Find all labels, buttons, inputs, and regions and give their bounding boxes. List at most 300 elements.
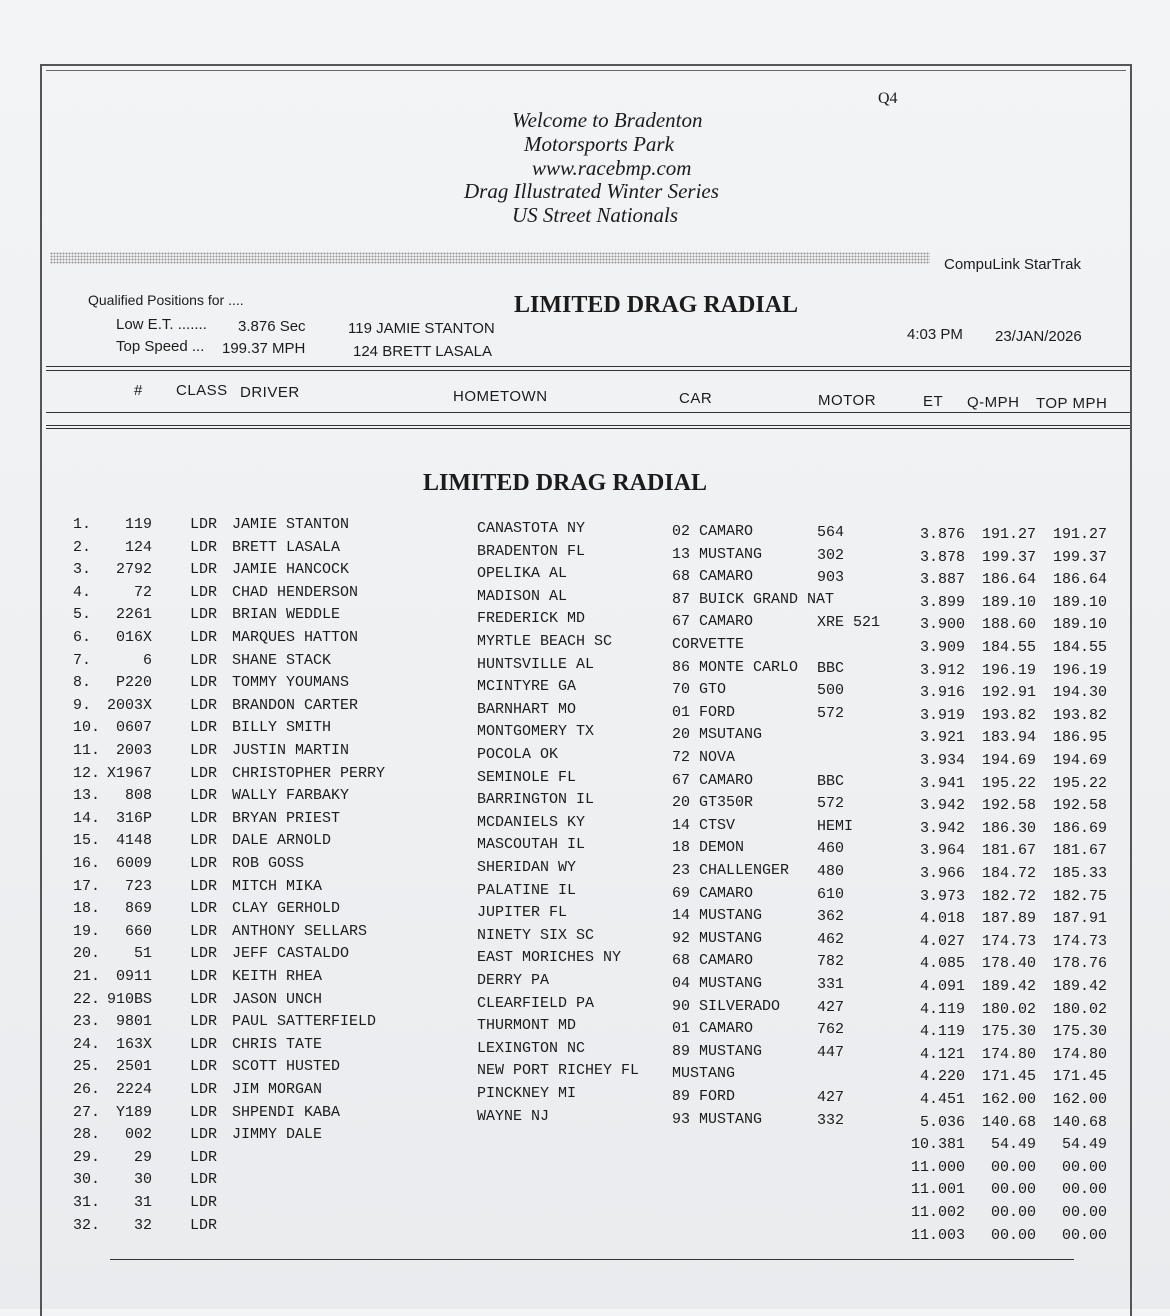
cell-position: 6.: [73, 629, 92, 646]
cell-driver: ANTHONY SELLARS: [232, 922, 368, 940]
cell-hometown: MASCOUTAH IL: [477, 836, 586, 854]
cell-car-number: 723: [124, 877, 152, 895]
cell-car: 23 CHALLENGER: [672, 862, 790, 879]
cell-class: LDR: [190, 629, 218, 646]
cell-driver: JASON UNCH: [232, 990, 323, 1008]
cell-class: LDR: [190, 742, 218, 759]
cell-position: 9.: [73, 696, 92, 714]
cell-top-mph: 194.69: [1052, 752, 1107, 769]
cell-q-mph: 194.69: [981, 752, 1036, 769]
table-row: [42, 1216, 1132, 1244]
table-row: [42, 516, 1132, 543]
cell-car-number: 51: [133, 945, 152, 963]
cell-class: LDR: [190, 1081, 218, 1098]
cell-q-mph: 196.19: [981, 661, 1036, 679]
cell-et: 4.220: [919, 1068, 965, 1086]
cell-et: 3.878: [919, 548, 965, 566]
table-row: [42, 787, 1132, 815]
table-row: [42, 1103, 1132, 1131]
cell-class: LDR: [190, 606, 218, 624]
cell-et: 3.900: [919, 616, 965, 634]
cell-class: LDR: [190, 900, 218, 918]
cell-class: LDR: [190, 1058, 218, 1076]
cell-top-mph: 162.00: [1052, 1091, 1107, 1108]
cell-top-mph: 189.42: [1052, 978, 1107, 995]
cell-class: LDR: [190, 764, 218, 782]
cell-top-mph: 185.33: [1052, 865, 1107, 882]
table-row: [42, 990, 1132, 1018]
cell-hometown: SEMINOLE FL: [477, 768, 577, 786]
cell-car-number: 4148: [115, 832, 152, 850]
cell-top-mph: 186.69: [1052, 819, 1107, 837]
cell-class: LDR: [190, 922, 218, 940]
cell-car-number: 808: [124, 787, 152, 805]
dotted-band: [50, 252, 930, 264]
divider: [46, 425, 1130, 426]
cell-et: 4.119: [919, 1000, 965, 1018]
cell-et: 3.941: [919, 774, 965, 792]
cell-driver: BRYAN PRIEST: [232, 809, 341, 827]
cell-top-mph: 175.30: [1052, 1023, 1107, 1041]
cell-driver: JUSTIN MARTIN: [232, 742, 350, 759]
cell-top-mph: 191.27: [1052, 526, 1107, 543]
cell-q-mph: 162.00: [981, 1091, 1036, 1108]
cell-class: LDR: [190, 945, 218, 963]
cell-position: 7.: [73, 651, 92, 669]
cell-top-mph: 171.45: [1052, 1068, 1107, 1086]
cell-car: 89 FORD: [672, 1088, 736, 1105]
cell-top-mph: 180.02: [1052, 1000, 1107, 1018]
col-num: #: [134, 382, 143, 399]
cell-hometown: MYRTLE BEACH SC: [477, 633, 613, 650]
cell-class: LDR: [190, 1194, 218, 1211]
table-row: [42, 1171, 1132, 1199]
cell-car: CORVETTE: [672, 636, 745, 653]
cell-class: LDR: [190, 1126, 218, 1144]
cell-q-mph: 00.00: [990, 1181, 1036, 1199]
cell-et: 3.912: [919, 661, 965, 679]
cell-motor: 762: [817, 1021, 845, 1039]
cell-et: 3.919: [919, 706, 965, 724]
cell-et: 4.018: [919, 910, 965, 928]
cell-car: 69 CAMARO: [672, 884, 754, 902]
cell-top-mph: 178.76: [1052, 955, 1107, 973]
cell-car: 01 FORD: [672, 703, 736, 721]
cell-car: 68 CAMARO: [672, 568, 754, 586]
cell-top-mph: 193.82: [1052, 706, 1107, 724]
col-car: CAR: [679, 390, 713, 407]
cell-car: 72 NOVA: [672, 749, 736, 766]
cell-position: 10.: [73, 719, 101, 737]
table-row: [42, 1035, 1132, 1063]
cell-et: 4.085: [919, 955, 965, 973]
cell-hometown: NEW PORT RICHEY FL: [477, 1062, 640, 1080]
cell-position: 20.: [73, 945, 101, 963]
cell-class: LDR: [190, 809, 218, 827]
cell-class: LDR: [190, 1148, 218, 1166]
print-time: 4:03 PM: [907, 326, 963, 343]
cell-q-mph: 181.67: [981, 842, 1036, 860]
cell-et: 11.001: [910, 1181, 965, 1199]
cell-q-mph: 189.10: [981, 593, 1036, 611]
cell-car-number: 016X: [115, 629, 152, 646]
cell-car: 14 MUSTANG: [672, 907, 763, 925]
cell-motor: 903: [817, 569, 845, 587]
table-row: [42, 855, 1132, 882]
cell-class: LDR: [190, 832, 218, 850]
cell-motor: 500: [817, 682, 845, 700]
cell-car: 86 MONTE CARLO: [672, 658, 799, 676]
table-row: [42, 1013, 1132, 1041]
cell-car-number: 0607: [115, 719, 152, 737]
cell-class: LDR: [190, 651, 218, 669]
cell-hometown: PINCKNEY MI: [477, 1085, 577, 1102]
cell-q-mph: 175.30: [981, 1023, 1036, 1041]
cell-position: 28.: [73, 1126, 101, 1144]
cell-car-number: 163X: [115, 1035, 152, 1053]
cell-hometown: LEXINGTON NC: [477, 1039, 586, 1057]
cell-car: 67 CAMARO: [672, 613, 754, 631]
cell-et: 11.000: [910, 1158, 965, 1176]
cell-top-mph: 186.64: [1052, 571, 1107, 589]
cell-class: LDR: [190, 787, 218, 805]
cell-driver: BRIAN WEDDLE: [232, 606, 341, 624]
cell-class: LDR: [190, 674, 218, 692]
cell-car: 14 CTSV: [672, 816, 736, 834]
table-row: [42, 674, 1132, 702]
cell-class: LDR: [190, 877, 218, 895]
cell-car: 90 SILVERADO: [672, 997, 781, 1015]
cell-position: 19.: [73, 922, 101, 940]
top-speed-value: 199.37 MPH: [222, 340, 306, 357]
cell-car: 13 MUSTANG: [672, 545, 763, 563]
table-row: [42, 922, 1132, 950]
divider: [46, 370, 1130, 371]
cell-q-mph: 199.37: [981, 548, 1036, 566]
cell-top-mph: 187.91: [1052, 910, 1107, 928]
cell-et: 11.003: [910, 1226, 965, 1244]
print-date: 23/JAN/2026: [995, 328, 1082, 345]
cell-car-number: Y189: [115, 1103, 152, 1121]
cell-car-number: 72: [133, 583, 152, 601]
cell-car: 68 CAMARO: [672, 952, 754, 970]
cell-hometown: FREDERICK MD: [477, 610, 586, 628]
cell-position: 27.: [73, 1103, 101, 1121]
header-line-3: www.racebmp.com: [532, 156, 692, 180]
cell-motor: 610: [817, 885, 845, 903]
cell-motor: 480: [817, 863, 845, 880]
cell-class: LDR: [190, 968, 218, 985]
cell-q-mph: 54.49: [990, 1136, 1036, 1154]
cell-position: 21.: [73, 968, 101, 985]
cell-position: 3.: [73, 561, 92, 579]
cell-top-mph: 181.67: [1052, 842, 1107, 860]
cell-position: 23.: [73, 1013, 101, 1031]
cell-q-mph: 00.00: [990, 1158, 1036, 1176]
cell-car-number: 660: [124, 922, 152, 940]
cell-driver: CLAY GERHOLD: [232, 900, 341, 918]
cell-position: 29.: [73, 1148, 101, 1166]
cell-driver: JAMIE HANCOCK: [232, 561, 350, 579]
cell-et: 3.916: [919, 684, 965, 702]
cell-position: 12.: [73, 764, 101, 782]
cell-driver: PAUL SATTERFIELD: [232, 1013, 377, 1031]
table-row: [42, 877, 1132, 905]
cell-hometown: NINETY SIX SC: [477, 926, 595, 944]
cell-hometown: MCDANIELS KY: [477, 813, 586, 831]
cell-car-number: 30: [133, 1171, 152, 1189]
cell-q-mph: 182.72: [981, 887, 1036, 905]
table-row: [42, 561, 1132, 589]
cell-car: 67 CAMARO: [672, 771, 754, 789]
cell-motor: BBC: [817, 659, 845, 677]
cell-motor: 460: [817, 840, 845, 858]
cell-et: 4.451: [919, 1091, 965, 1108]
cell-car-number: 910BS: [106, 990, 152, 1008]
cell-class: LDR: [190, 719, 218, 737]
cell-hometown: SHERIDAN WY: [477, 859, 577, 876]
cell-et: 3.934: [919, 752, 965, 769]
cell-position: 18.: [73, 900, 101, 918]
cell-q-mph: 186.64: [981, 571, 1036, 589]
table-row: [42, 900, 1132, 928]
cell-motor: 564: [817, 524, 845, 541]
cell-q-mph: 00.00: [990, 1226, 1036, 1244]
cell-et: 3.899: [919, 593, 965, 611]
cell-driver: DALE ARNOLD: [232, 832, 332, 850]
cell-motor: 427: [817, 1089, 845, 1106]
cell-q-mph: 140.68: [981, 1113, 1036, 1131]
cell-driver: CHAD HENDERSON: [232, 583, 359, 601]
cell-q-mph: 178.40: [981, 955, 1036, 973]
cell-class: LDR: [190, 516, 218, 533]
cell-car-number: 6: [142, 651, 152, 669]
cell-driver: CHRIS TATE: [232, 1035, 323, 1053]
cell-hometown: MCINTYRE GA: [477, 678, 577, 696]
cell-hometown: PALATINE IL: [477, 881, 577, 899]
divider: [46, 428, 1130, 429]
cell-et: 3.876: [919, 526, 965, 543]
cell-q-mph: 187.89: [981, 910, 1036, 928]
cell-hometown: BRADENTON FL: [477, 542, 586, 560]
cell-car-number: 002: [124, 1126, 152, 1144]
cell-motor: 362: [817, 908, 845, 926]
cell-top-mph: 182.75: [1052, 887, 1107, 905]
table-row: [42, 1058, 1132, 1086]
cell-et: 4.119: [919, 1023, 965, 1041]
cell-class: LDR: [190, 561, 218, 579]
cell-driver: JIMMY DALE: [232, 1126, 323, 1144]
cell-top-mph: 00.00: [1061, 1158, 1107, 1176]
cell-motor: 447: [817, 1043, 845, 1061]
cell-class: LDR: [190, 1013, 218, 1031]
table-row: [42, 606, 1132, 634]
cell-position: 2.: [73, 538, 92, 556]
cell-motor: XRE 521: [817, 614, 881, 632]
cell-driver: MITCH MIKA: [232, 877, 323, 895]
cell-position: 4.: [73, 583, 92, 601]
cell-position: 32.: [73, 1216, 101, 1234]
cell-hometown: HUNTSVILLE AL: [477, 655, 595, 673]
cell-position: 13.: [73, 787, 101, 805]
cell-top-mph: 140.68: [1052, 1113, 1107, 1131]
cell-q-mph: 192.91: [981, 684, 1036, 702]
cell-q-mph: 189.42: [981, 978, 1036, 995]
cell-class: LDR: [190, 583, 218, 601]
cell-car-number: 869: [124, 900, 152, 918]
cell-motor: 427: [817, 998, 845, 1016]
results-sheet: [40, 64, 1132, 1316]
cell-position: 26.: [73, 1081, 101, 1098]
top-speed-car: 124 BRETT LASALA: [353, 343, 492, 360]
table-row: [42, 1126, 1132, 1154]
cell-car: 04 MUSTANG: [672, 975, 763, 992]
cell-car-number: 2003X: [106, 696, 152, 714]
cell-top-mph: 00.00: [1061, 1226, 1107, 1244]
cell-top-mph: 194.30: [1052, 684, 1107, 702]
cell-q-mph: 195.22: [981, 774, 1036, 792]
cell-driver: JAMIE STANTON: [232, 516, 350, 533]
col-et: ET: [923, 393, 944, 410]
cell-et: 3.887: [919, 571, 965, 589]
cell-top-mph: 00.00: [1061, 1181, 1107, 1199]
header-line-5: US Street Nationals: [512, 203, 679, 227]
cell-position: 25.: [73, 1058, 101, 1076]
cell-class: LDR: [190, 990, 218, 1008]
cell-class: LDR: [190, 538, 218, 556]
cell-car: MUSTANG: [672, 1065, 736, 1083]
cell-position: 5.: [73, 606, 92, 624]
cell-position: 15.: [73, 832, 101, 850]
table-row: [42, 538, 1132, 566]
cell-class: LDR: [190, 1216, 218, 1234]
cell-driver: BRANDON CARTER: [232, 696, 359, 714]
cell-q-mph: 188.60: [981, 616, 1036, 634]
cell-car: 02 CAMARO: [672, 523, 754, 540]
cell-car-number: 2003: [115, 742, 152, 759]
class-title: LIMITED DRAG RADIAL: [514, 292, 799, 318]
cell-hometown: EAST MORICHES NY: [477, 949, 622, 967]
col-hometown: HOMETOWN: [453, 388, 548, 405]
cell-q-mph: 186.30: [981, 819, 1036, 837]
cell-driver: ROB GOSS: [232, 855, 305, 872]
cell-car-number: 0911: [115, 968, 152, 985]
cell-et: 10.381: [910, 1136, 965, 1154]
cell-driver: CHRISTOPHER PERRY: [232, 764, 386, 782]
cell-position: 30.: [73, 1171, 101, 1189]
table-row: [42, 583, 1132, 611]
divider: [46, 366, 1130, 367]
cell-et: 3.942: [919, 797, 965, 815]
cell-car-number: 119: [124, 516, 152, 533]
cell-position: 31.: [73, 1194, 101, 1211]
cell-top-mph: 189.10: [1052, 616, 1107, 634]
cell-hometown: DERRY PA: [477, 972, 550, 989]
cell-car-number: 9801: [115, 1013, 152, 1031]
cell-car: 93 MUSTANG: [672, 1110, 763, 1128]
cell-position: 16.: [73, 855, 101, 872]
cell-car-number: 2501: [115, 1058, 152, 1076]
cell-motor: 572: [817, 795, 845, 813]
cell-top-mph: 192.58: [1052, 797, 1107, 815]
cell-motor: BBC: [817, 772, 845, 790]
cell-car: 18 DEMON: [672, 839, 745, 857]
cell-et: 4.121: [919, 1045, 965, 1063]
cell-car-number: P220: [115, 674, 152, 692]
cell-position: 8.: [73, 674, 92, 692]
cell-position: 22.: [73, 990, 101, 1008]
cell-hometown: OPELIKA AL: [477, 565, 568, 583]
cell-et: 5.036: [919, 1113, 965, 1131]
cell-car-number: 6009: [115, 855, 152, 872]
cell-car-number: X1967: [106, 764, 152, 782]
cell-motor: 331: [817, 976, 845, 993]
cell-car: 20 MSUTANG: [672, 726, 763, 744]
cell-q-mph: 180.02: [981, 1000, 1036, 1018]
cell-hometown: MADISON AL: [477, 587, 568, 605]
table-row: [42, 809, 1132, 837]
cell-position: 1.: [73, 516, 92, 533]
cell-car-number: 316P: [115, 809, 152, 827]
cell-top-mph: 196.19: [1052, 661, 1107, 679]
cell-position: 14.: [73, 809, 101, 827]
cell-car: 87 BUICK GRAND NAT: [672, 590, 835, 608]
cell-q-mph: 192.58: [981, 797, 1036, 815]
cell-position: 11.: [73, 742, 101, 759]
cell-q-mph: 174.73: [981, 932, 1036, 950]
col-driver: DRIVER: [240, 384, 300, 401]
cell-top-mph: 199.37: [1052, 548, 1107, 566]
low-et-label: Low E.T. .......: [116, 316, 207, 333]
cell-driver: WALLY FARBAKY: [232, 787, 350, 805]
cell-et: 4.027: [919, 932, 965, 950]
cell-driver: KEITH RHEA: [232, 968, 323, 985]
cell-car-number: 2792: [115, 561, 152, 579]
top-speed-label: Top Speed ...: [116, 338, 205, 355]
cell-et: 3.909: [919, 639, 965, 656]
cell-hometown: MONTGOMERY TX: [477, 723, 595, 741]
cell-motor: 782: [817, 953, 845, 971]
cell-car: 01 CAMARO: [672, 1020, 754, 1038]
table-row: [42, 832, 1132, 860]
cell-class: LDR: [190, 855, 218, 872]
cell-q-mph: 184.55: [981, 639, 1036, 656]
cell-et: 3.942: [919, 819, 965, 837]
cell-top-mph: 184.55: [1052, 639, 1107, 656]
cell-driver: BILLY SMITH: [232, 719, 332, 737]
table-row: [42, 1194, 1132, 1221]
cell-q-mph: 193.82: [981, 706, 1036, 724]
table-row: [42, 945, 1132, 973]
col-qmph: Q-MPH: [967, 394, 1020, 411]
cell-driver: SCOTT HUSTED: [232, 1058, 341, 1076]
cell-car: 89 MUSTANG: [672, 1042, 763, 1060]
cell-hometown: WAYNE NJ: [477, 1107, 550, 1125]
qualified-label: Qualified Positions for ....: [88, 292, 244, 308]
col-motor: MOTOR: [818, 392, 877, 409]
cell-class: LDR: [190, 1035, 218, 1053]
cell-hometown: BARRINGTON IL: [477, 791, 595, 809]
cell-et: 3.921: [919, 729, 965, 747]
cell-car: 92 MUSTANG: [672, 929, 763, 947]
cell-driver: TOMMY YOUMANS: [232, 674, 350, 692]
cell-class: LDR: [190, 1103, 218, 1121]
cell-top-mph: 189.10: [1052, 593, 1107, 611]
cell-q-mph: 184.72: [981, 865, 1036, 882]
cell-position: 17.: [73, 877, 101, 895]
cell-motor: 572: [817, 704, 845, 722]
cell-motor: 302: [817, 546, 845, 564]
